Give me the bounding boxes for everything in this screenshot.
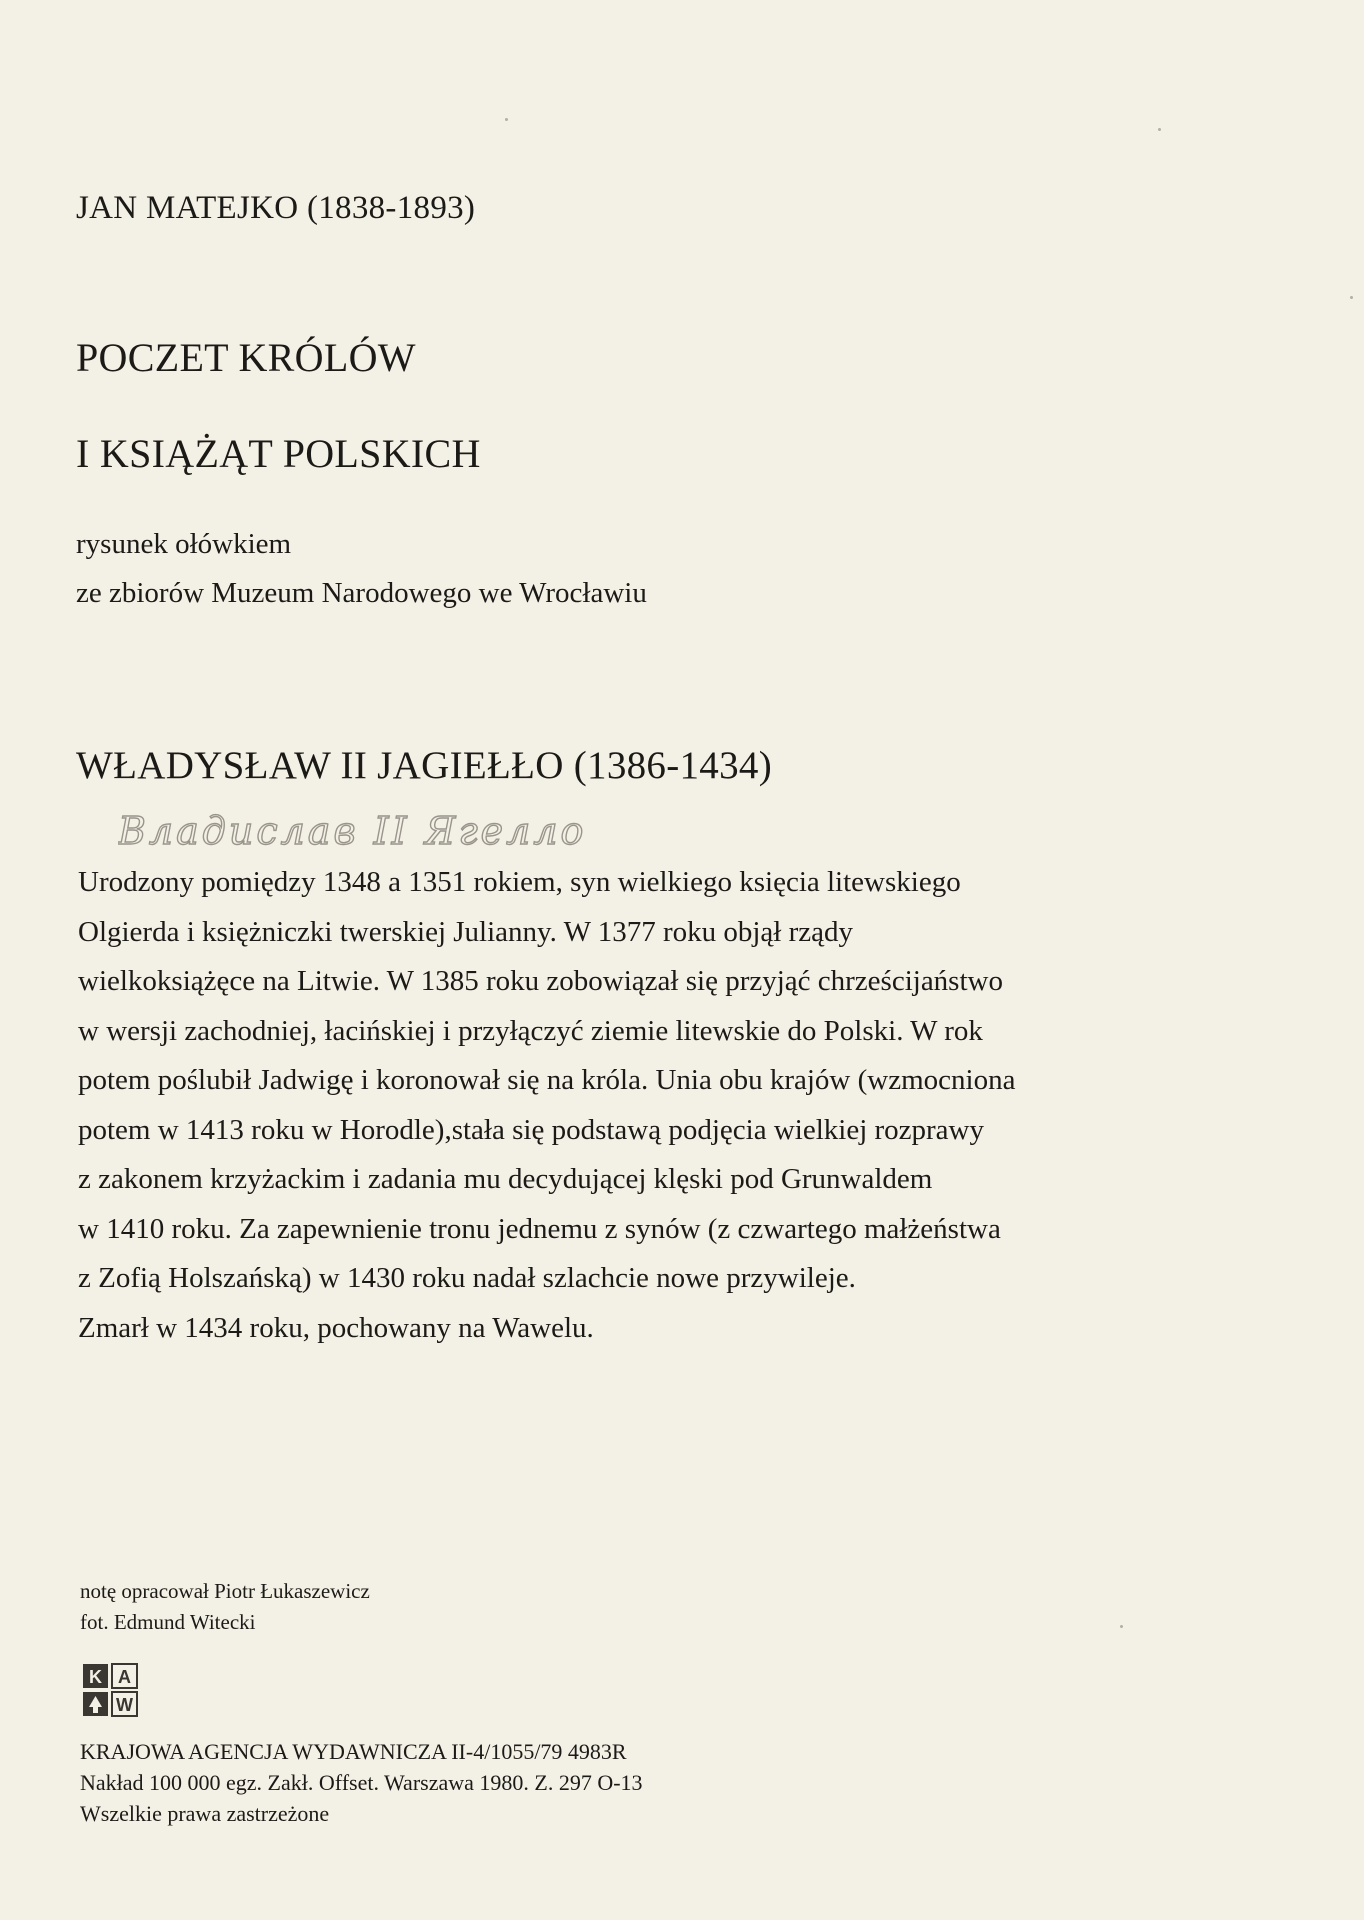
author-heading: JAN MATEJKO (1838-1893) bbox=[76, 190, 476, 226]
document-title bbox=[76, 310, 481, 502]
publisher-line-3: Wszelkie prawa zastrzeżone bbox=[80, 1801, 330, 1826]
handwritten-note-text: Владислав II Ягелло bbox=[118, 809, 587, 853]
paper-speck bbox=[1120, 1625, 1123, 1628]
bio-line: potem poślubił Jadwigę i koronował się na króla. Unia obu krajów (wzmocniona bbox=[78, 1064, 1016, 1096]
bio-line: wielkoksiążęce na Litwie. W 1385 roku zobowiązał się przyjąć chrześcijaństwo bbox=[78, 965, 1003, 997]
bio-line: Urodzony pomiędzy 1348 a 1351 rokiem, syn wielkiego księcia litewskiego bbox=[78, 866, 961, 898]
subtitle-line-2: ze zbiorów Muzeum Narodowego we Wrocławiu bbox=[76, 577, 647, 609]
bio-line: z zakonem krzyżackim i zadania mu decydującej klęski pod Grunwaldem bbox=[78, 1163, 933, 1195]
credits bbox=[80, 1576, 370, 1638]
publisher-info bbox=[80, 1736, 643, 1829]
king-name-heading: WŁADYSŁAW II JAGIEŁŁO (1386-1434) bbox=[76, 744, 772, 787]
publisher-line-2: Nakład 100 000 egz. Zakł. Offset. Warszawa 1980. Z. 297 O-13 bbox=[80, 1770, 643, 1795]
handwritten-note bbox=[118, 800, 638, 860]
title-line-1: POCZET KRÓLÓW bbox=[76, 335, 416, 380]
subtitle bbox=[76, 520, 647, 618]
photo-credit: fot. Edmund Witecki bbox=[80, 1610, 256, 1634]
bio-line: Zmarł w 1434 roku, pochowany na Wawelu. bbox=[78, 1311, 594, 1344]
bio-line: w wersji zachodniej, łacińskiej i przyłączyć ziemie litewskie do Polski. W rok bbox=[78, 1014, 983, 1047]
note-author-credit: notę opracował Piotr Łukaszewicz bbox=[80, 1579, 370, 1603]
paper-speck bbox=[1158, 128, 1161, 131]
logo-letter: K bbox=[89, 1667, 102, 1687]
biography-text bbox=[78, 858, 1238, 1353]
publisher-logo bbox=[82, 1663, 138, 1717]
paper-speck bbox=[505, 118, 508, 121]
subtitle-line-1: rysunek ołówkiem bbox=[76, 528, 292, 560]
bio-line: z Zofią Holszańską) w 1430 roku nadał szlachcie nowe przywileje. bbox=[78, 1262, 856, 1294]
bio-line: potem w 1413 roku w Horodle),stała się podstawą podjęcia wielkiej rozprawy bbox=[78, 1113, 984, 1146]
logo-letter: W bbox=[116, 1695, 133, 1715]
bio-line: Olgierda i księżniczki twerskiej Julianny. W 1377 roku objął rządy bbox=[78, 915, 854, 948]
title-line-2: I KSIĄŻĄT POLSKICH bbox=[76, 431, 481, 476]
logo-letter: A bbox=[118, 1667, 131, 1687]
publisher-line-1: KRAJOWA AGENCJA WYDAWNICZA II-4/1055/79 4983R bbox=[80, 1739, 627, 1764]
paper-speck bbox=[1350, 296, 1353, 299]
bio-line: w 1410 roku. Za zapewnienie tronu jednemu z synów (z czwartego małżeństwa bbox=[78, 1212, 1001, 1245]
